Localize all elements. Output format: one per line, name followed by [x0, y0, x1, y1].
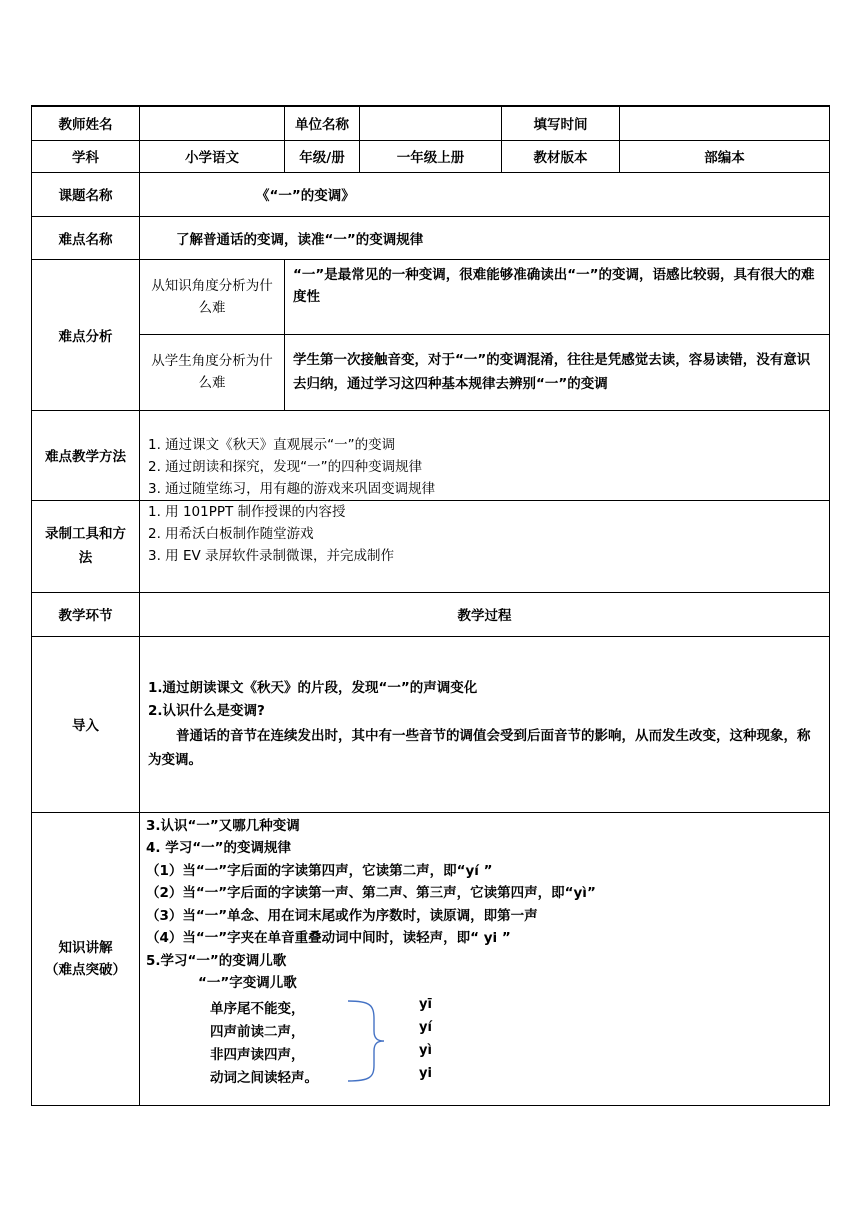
- teacher-name-value[interactable]: [140, 106, 285, 140]
- intro-line: 1.通过朗读课文《秋天》的片段，发现“一”的声调变化: [148, 679, 478, 696]
- knowledge-angle-text: “一”是最常见的一种变调，很难能够准确读出“一”的变调，语感比较弱，具有很大的难度性: [285, 259, 830, 334]
- song-line: 单序尾不能变，: [210, 1000, 305, 1017]
- subject-value: 小学语文: [140, 140, 285, 172]
- lesson-plan-table: [31, 105, 830, 1106]
- song-pinyin: yī: [419, 996, 432, 1012]
- intro-line: 2.认识什么是变调?: [148, 702, 265, 719]
- knowledge-line: （3）当“一”单念、用在词末尾或作为序数时，读原调，即第一声: [146, 907, 538, 924]
- tools-item: 1. 用 101PPT 制作授课的内容授: [148, 503, 346, 520]
- unit-name-label: 单位名称: [285, 106, 360, 140]
- knowledge-line: 4. 学习“一”的变调规律: [146, 840, 291, 856]
- process-header: 教学过程: [140, 592, 830, 636]
- knowledge-line: 3.认识“一”又哪几种变调: [146, 817, 300, 834]
- process-stage-label: 教学环节: [32, 592, 140, 636]
- method-item: 3. 通过随堂练习，用有趣的游戏来巩固变调规律: [148, 480, 436, 497]
- analysis-label: 难点分析: [32, 259, 140, 410]
- knowledge-label-line2: （难点突破）: [45, 961, 126, 978]
- topic-label: 课题名称: [32, 172, 140, 216]
- tools-item: 2. 用希沃白板制作随堂游戏: [148, 525, 314, 542]
- song-line: 四声前读二声，: [210, 1023, 305, 1040]
- difficulty-label: 难点名称: [32, 216, 140, 259]
- knowledge-line: （2）当“一”字后面的字读第一声、第二声、第三声，它读第四声，即“yì”: [146, 885, 596, 901]
- fill-date-value[interactable]: [620, 106, 830, 140]
- knowledge-line: （4）当“一”字夹在单音重叠动词中间时，读轻声，即“ yi ”: [146, 930, 511, 946]
- student-angle-label: 从学生角度分析为什么难: [140, 334, 285, 410]
- song-pinyin: yì: [419, 1042, 432, 1058]
- grade-label: 年级/册: [285, 140, 360, 172]
- topic-value: 《“一”的变调》: [140, 172, 830, 216]
- tools-label-line1: 录制工具和方: [45, 526, 126, 542]
- song-pinyin: yí: [419, 1019, 432, 1035]
- knowledge-content: [140, 812, 830, 1105]
- subject-label: 学科: [32, 140, 140, 172]
- tools-item: 3. 用 EV 录屏软件录制微课，并完成制作: [148, 547, 395, 564]
- method-item: 2. 通过朗读和探究，发现“一”的四种变调规律: [148, 458, 423, 475]
- edition-value: 部编本: [620, 140, 830, 172]
- edition-label: 教材版本: [502, 140, 620, 172]
- method-item: 1. 通过课文《秋天》直观展示“一”的变调: [148, 436, 396, 453]
- knowledge-line: （1）当“一”字后面的字读第四声，它读第二声，即“yí ”: [146, 862, 493, 879]
- intro-content: [140, 636, 830, 812]
- intro-paragraph: 普通话的音节在连续发出时，其中有一些音节的调值会受到后面音节的影响，从而发生改变，这种现象，称为变调。: [148, 727, 811, 768]
- unit-name-value[interactable]: [360, 106, 502, 140]
- fill-date-label: 填写时间: [502, 106, 620, 140]
- knowledge-angle-label: 从知识角度分析为什么难: [140, 259, 285, 334]
- song-pinyin: yi: [419, 1065, 432, 1081]
- tools-label-line2: 法: [78, 550, 93, 566]
- song-title: “一”字变调儿歌: [198, 975, 297, 991]
- knowledge-label: [32, 812, 140, 1105]
- knowledge-label-line1: 知识讲解: [58, 939, 113, 956]
- method-list: [140, 410, 830, 500]
- song-block: [146, 995, 821, 1093]
- method-label: 难点教学方法: [32, 410, 140, 500]
- song-line: 非四声读四声，: [210, 1046, 305, 1063]
- grade-value: 一年级上册: [360, 140, 502, 172]
- tools-list: [140, 500, 830, 592]
- difficulty-value: 了解普通话的变调，读准“一”的变调规律: [140, 216, 830, 259]
- knowledge-line: 5.学习“一”的变调儿歌: [146, 952, 287, 969]
- song-line: 动词之间读轻声。: [210, 1069, 318, 1086]
- student-angle-text: 学生第一次接触音变，对于“一”的变调混淆，往往是凭感觉去读，容易读错，没有意识去归纳，通过学习这四种基本规律去辨别“一”的变调: [285, 334, 830, 410]
- curly-brace-icon: [346, 999, 386, 1083]
- intro-label: 导入: [32, 636, 140, 812]
- teacher-name-label: 教师姓名: [32, 106, 140, 140]
- tools-label: [32, 500, 140, 592]
